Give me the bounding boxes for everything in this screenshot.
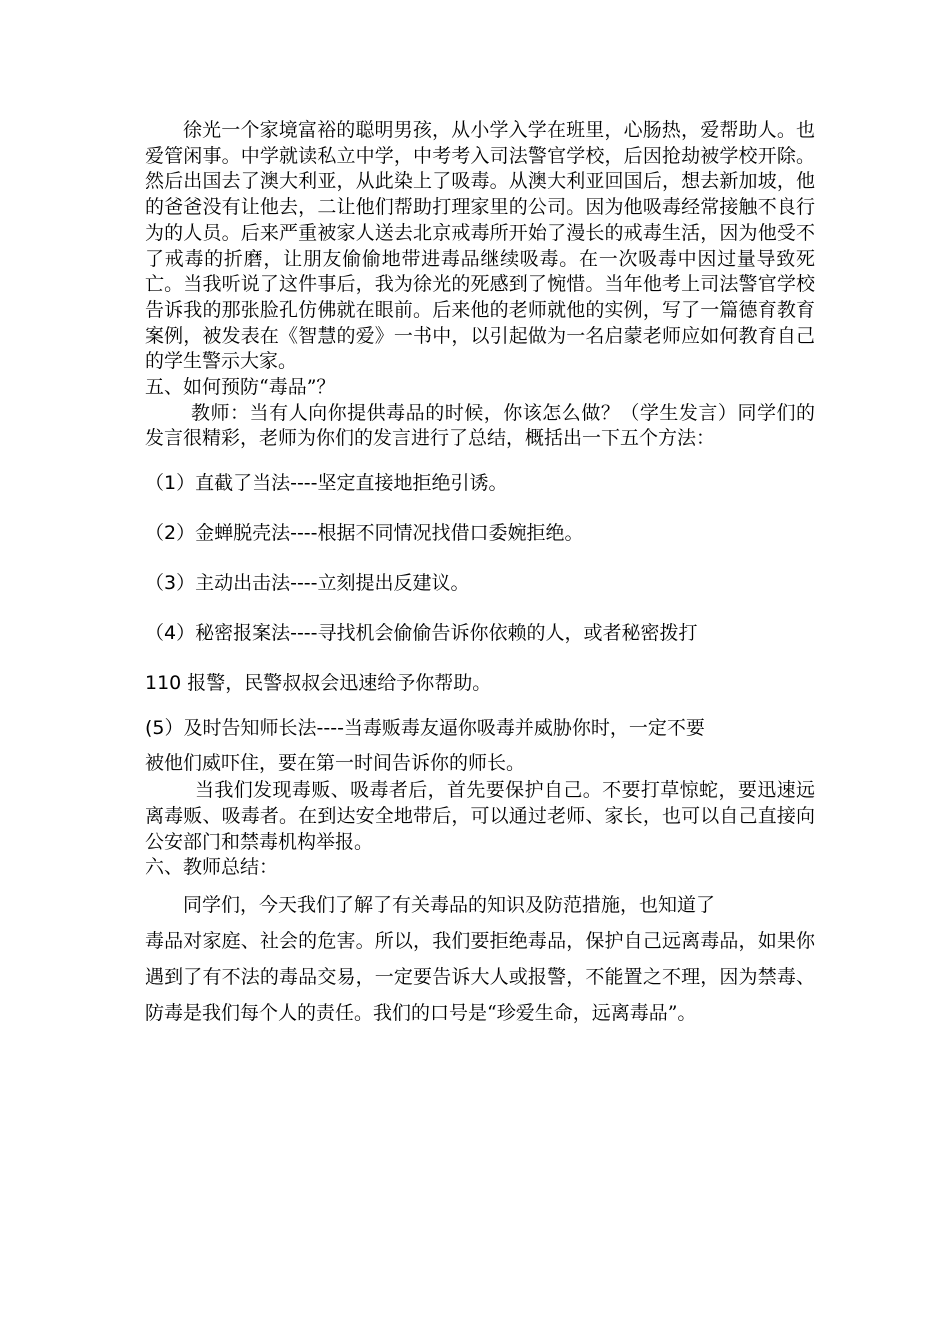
method-4-continued: 110 报警，民警叔叔会迅速给予你帮助。: [145, 672, 492, 695]
method-2: （2）金蝉脱壳法----根据不同情况找借口委婉拒绝。: [145, 522, 584, 545]
method-4: （4）秘密报案法----寻找机会偷偷告诉你依赖的人，或者秘密拨打: [145, 622, 698, 645]
teacher-question-paragraph: 教师：当有人向你提供毒品的时候，你该怎么做？（学生发言）同学们的发言很精彩，老师为你们的发言进行了总结，概括出一下五个方法：: [145, 401, 815, 450]
method-5: (5）及时告知师长法----当毒贩毒友逼你吸毒并威胁你时，一定不要: [145, 717, 705, 740]
document-page: [145, 118, 815, 1031]
summary-first-line: 同学们，今天我们了解了有关毒品的知识及防范措施，也知道了: [183, 893, 716, 916]
section-6-heading: 六、教师总结：: [145, 856, 279, 879]
summary-paragraph: 毒品对家庭、社会的危害。所以，我们要拒绝毒品，保护自己远离毒品，如果你遇到了有不法的毒品交易，一定要告诉大人或报警，不能置之不理，因为禁毒、防毒是我们每个人的责任。我们的口号是“珍爱生命，远离毒品”。: [145, 929, 815, 1024]
method-3: （3）主动出击法----立刻提出反建议。: [145, 572, 470, 595]
story-paragraph: 徐光一个家境富裕的聪明男孩，从小学入学在班里，心肠热，爱帮助人。也爱管闲事。中学就读私立中学，中考考入司法警官学校，后因抢劫被学校开除。然后出国去了澳大利亚，从此染上了吸毒。从澳大利亚回国后，想去新加坡，他的爸爸没有让他去，二让他们帮助打理家里的公司。因为他吸毒经常接触不良行为的人员。后来严重被家人送去北京戒毒所开始了漫长的戒毒生活，因为他受不了戒毒的折磨，让朋友偷偷地带进毒品继续吸毒。在一次吸毒中因过量导致死亡。当我听说了这件事后，我为徐光的死感到了惋惜。当年他考上司法警官学校告诉我的那张脸孔仿佛就在眼前。后来他的老师就他的实例，写了一篇德育教育案例，被发表在《智慧的爱》一书中，以引起做为一名启蒙老师应如何教育自己的学生警示大家。: [145, 119, 815, 373]
advice-paragraph: 当我们发现毒贩、吸毒者后，首先要保护自己。不要打草惊蛇，要迅速远离毒贩、吸毒者。在到达安全地带后，可以通过老师、家长，也可以自己直接向公安部门和禁毒机构举报。: [145, 779, 815, 853]
section-5-heading: 五、如何预防“毒品”？: [145, 376, 336, 399]
method-5-continued: 被他们威吓住，要在第一时间告诉你的师长。: [145, 752, 526, 775]
method-1: （1）直截了当法----坚定直接地拒绝引诱。: [145, 472, 508, 495]
